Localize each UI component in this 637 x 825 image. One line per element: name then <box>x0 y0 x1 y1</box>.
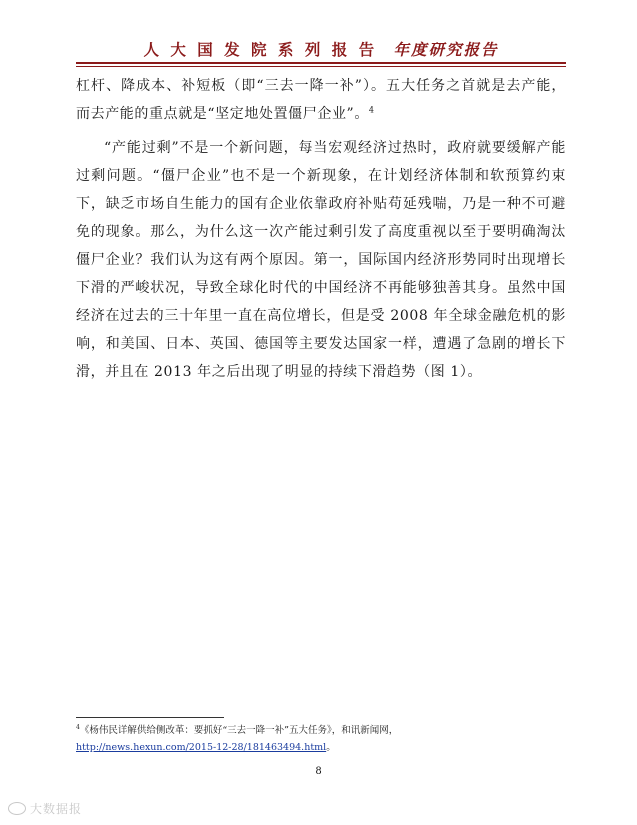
watermark-text: 大数据报 <box>30 802 83 816</box>
weibo-logo-icon <box>8 802 26 815</box>
header-report-type: 年度研究报告 <box>393 40 499 59</box>
watermark <box>8 800 82 817</box>
footnote-reference[interactable]: 4 <box>368 105 375 115</box>
footnote-link[interactable]: http://news.hexun.com/2015-12-28/181463494.html <box>76 742 327 753</box>
footnote <box>76 722 566 756</box>
running-header <box>76 38 566 60</box>
paragraph-1-text: 杠杆、降成本、补短板（即“三去一降一补”）。五大任务之首就是去产能，而去产能的重点就是“坚定地处置僵尸企业”。 <box>76 78 566 122</box>
paragraph-1 <box>76 72 566 128</box>
footnote-tail: 。 <box>326 742 336 753</box>
footnote-divider <box>76 717 224 718</box>
header-rule-thin <box>76 66 566 67</box>
body-text <box>76 72 566 386</box>
footnote-mark: 4 <box>76 723 80 731</box>
page-number: 8 <box>315 766 322 777</box>
header-series-title: 人 大 国 发 院 系 列 报 告 <box>143 40 378 59</box>
footnote-text: 《杨伟民详解供给侧改革：要抓好“三去一降一补”五大任务》，和讯新闻网， <box>79 725 399 736</box>
header-rule-thick <box>76 62 566 64</box>
paragraph-2: “产能过剩”不是一个新问题，每当宏观经济过热时，政府就要缓解产能过剩问题。“僵尸企业”也不是一个新现象，在计划经济体制和软预算约束下，缺乏市场自生能力的国有企业依靠政府补贴苟延残喘，乃是一种不可避免的现象。那么，为什么这一次产能过剩引发了高度重视以至于要明确淘汰僵尸企业？我们认为这有两个原因。第一，国际国内经济形势同时出现增长下滑的严峻状况，导致全球化时代的中国经济不再能够独善其身。虽然中国经济在过去的三十年里一直在高位增长，但是受 2008 年全球金融危机的影响，和美国、日本、英国、德国等主要发达国家一样，遭遇了急剧的增长下滑，并且在 2013 年之后出现了明显的持续下滑趋势（图 1）。 <box>76 140 566 380</box>
